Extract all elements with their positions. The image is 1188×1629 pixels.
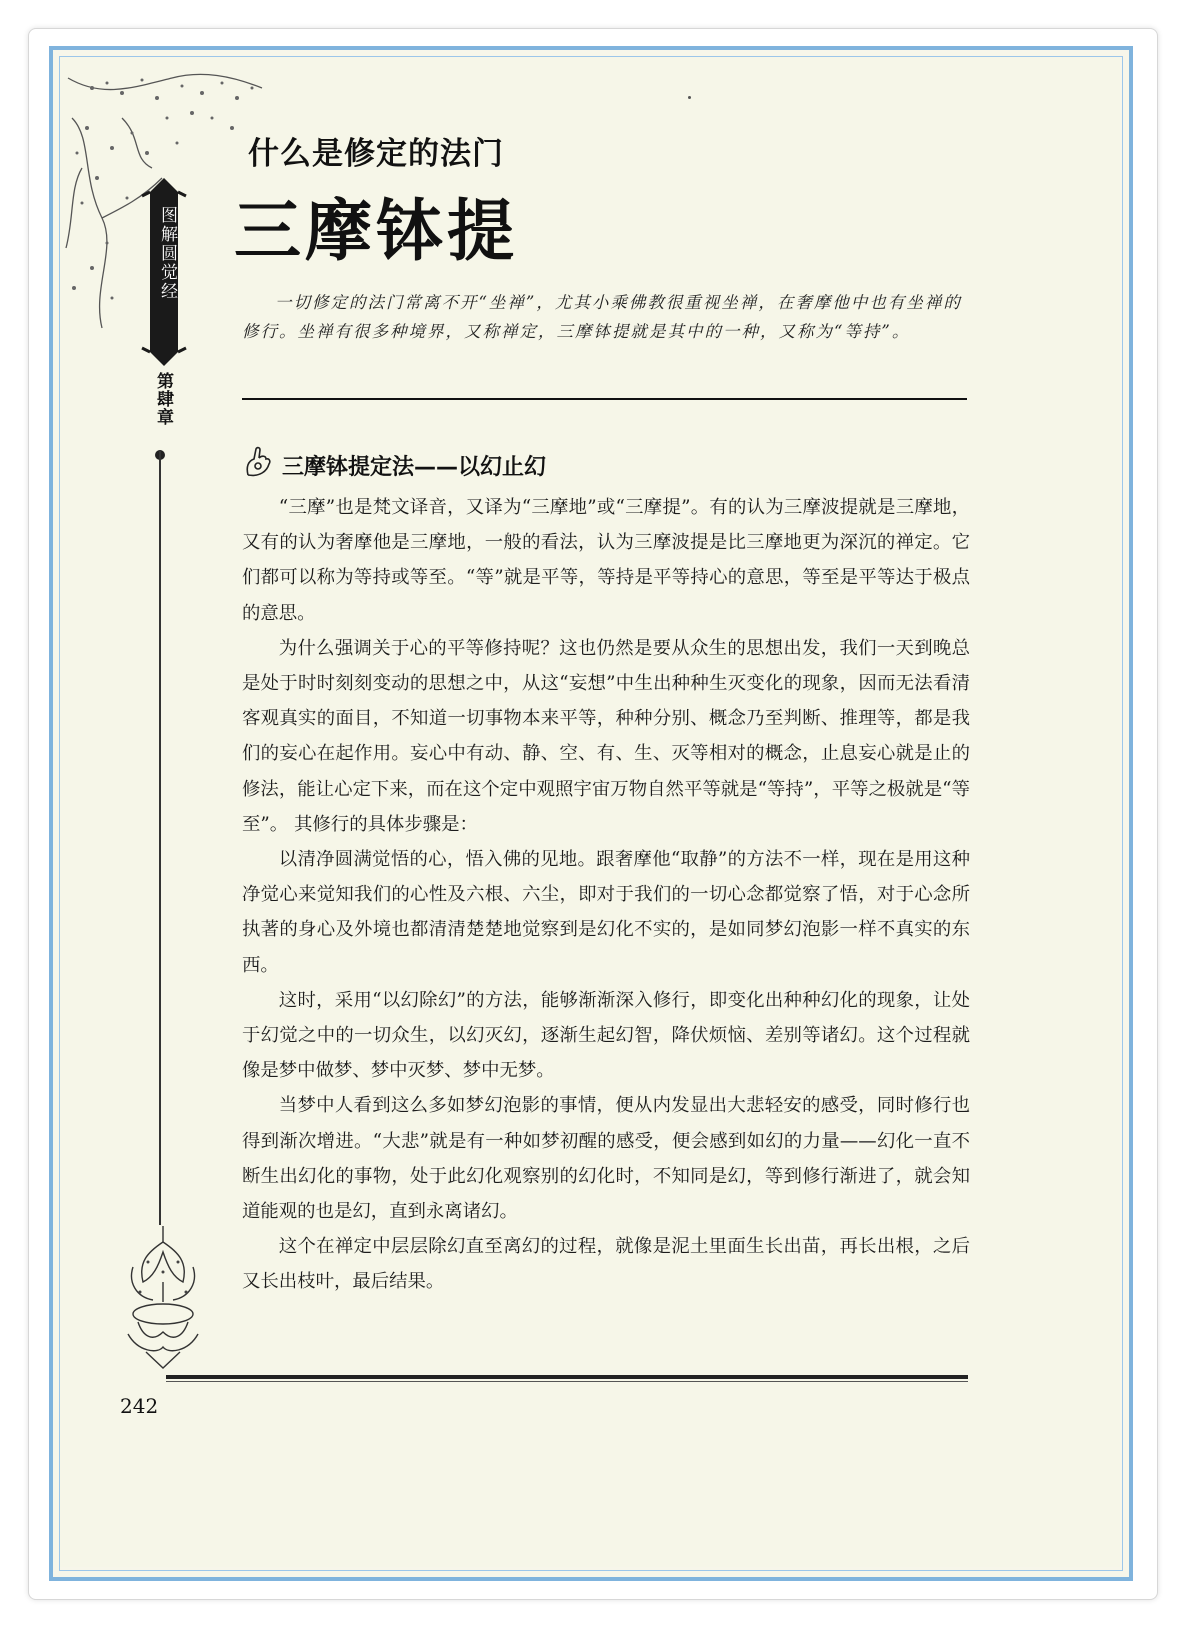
page-number: 242 [120, 1394, 159, 1418]
section-heading: 三摩钵提定法——以幻止幻 [282, 455, 547, 480]
body-text [242, 490, 970, 1300]
side-tab-book-title: 图解圆觉经 [157, 206, 177, 301]
intro-paragraph: 一切修定的法门常离不开“坐禅”，尤其小乘佛教很重视坐禅，在奢摩他中也有坐禅的修行。坐禅有很多种境界，又称禅定，三摩钵提就是其中的一种，又称为“等持”。 [242, 293, 962, 341]
hand-mudra-icon [242, 445, 274, 479]
divider-bottom-thin [166, 1381, 968, 1382]
section-subtitle: 什么是修定的法门 [248, 136, 504, 172]
chapter-label: 第肆章 [153, 372, 173, 426]
side-vertical-line [159, 450, 161, 1225]
page-title: 三摩钵提 [234, 192, 518, 270]
body-paragraph: 这个在禅定中层层除幻直至离幻的过程，就像是泥土里面生长出苗，再长出根，之后又长出枝叶，最后结果。 [242, 1236, 970, 1293]
body-paragraph: 这时，采用“以幻除幻”的方法，能够渐渐深入修行，即变化出种种幻化的现象，让处于幻觉之中的一切众生，以幻灭幻，逐渐生起幻智，降伏烦恼、差别等诸幻。这个过程就像是梦中做梦、梦中灭梦、梦中无梦。 [242, 989, 970, 1082]
body-paragraph: “三摩”也是梵文译音，又译为“三摩地”或“三摩提”。有的认为三摩波提就是三摩地，又有的认为奢摩他是三摩地，一般的看法，认为三摩波提是比三摩地更为深沉的禅定。它们都可以称为等持或等至。“等”就是平等，等持是平等持心的意思，等至是平等达于极点的意思。 [242, 497, 970, 624]
divider-bottom [166, 1375, 968, 1379]
print-speck [688, 96, 691, 99]
body-paragraph: 以清净圆满觉悟的心，悟入佛的见地。跟奢摩他“取静”的方法不一样，现在是用这种净觉心来觉知我们的心性及六根、六尘，即对于我们的一切心念都觉察了悟，对于心念所执著的身心及外境也都清清楚楚地觉察到是幻化不实的，是如同梦幻泡影一样不真实的东西。 [242, 849, 970, 976]
body-paragraph: 当梦中人看到这么多如梦幻泡影的事情，便从内发显出大悲轻安的感受，同时修行也得到渐次增进。“大悲”就是有一种如梦初醒的感受，便会感到如幻的力量——幻化一直不断生出幻化的事物，处于此幻化观察别的幻化时，不知同是幻，等到修行渐进了，就会知道能观的也是幻，直到永离诸幻。 [242, 1095, 970, 1223]
divider-top [242, 398, 967, 400]
lotus-ornament [118, 1222, 208, 1370]
body-paragraph: 为什么强调关于心的平等修持呢？这也仍然是要从众生的思想出发，我们一天到晚总是处于时时刻刻变动的思想之中，从这“妄想”中生出种种生灭变化的现象，因而无法看清客观真实的面目，不知道一切事物本来平等，种种分别、概念乃至判断、推理等，都是我们的妄心在起作用。妄心中有动、静、空、有、生、灭等相对的概念，止息妄心就是止的修法，能让心定下来，而在这个定中观照宇宙万物自然平等就是“等持”，平等之极就是“等至”。 其修行的具体步骤是： [242, 637, 970, 835]
